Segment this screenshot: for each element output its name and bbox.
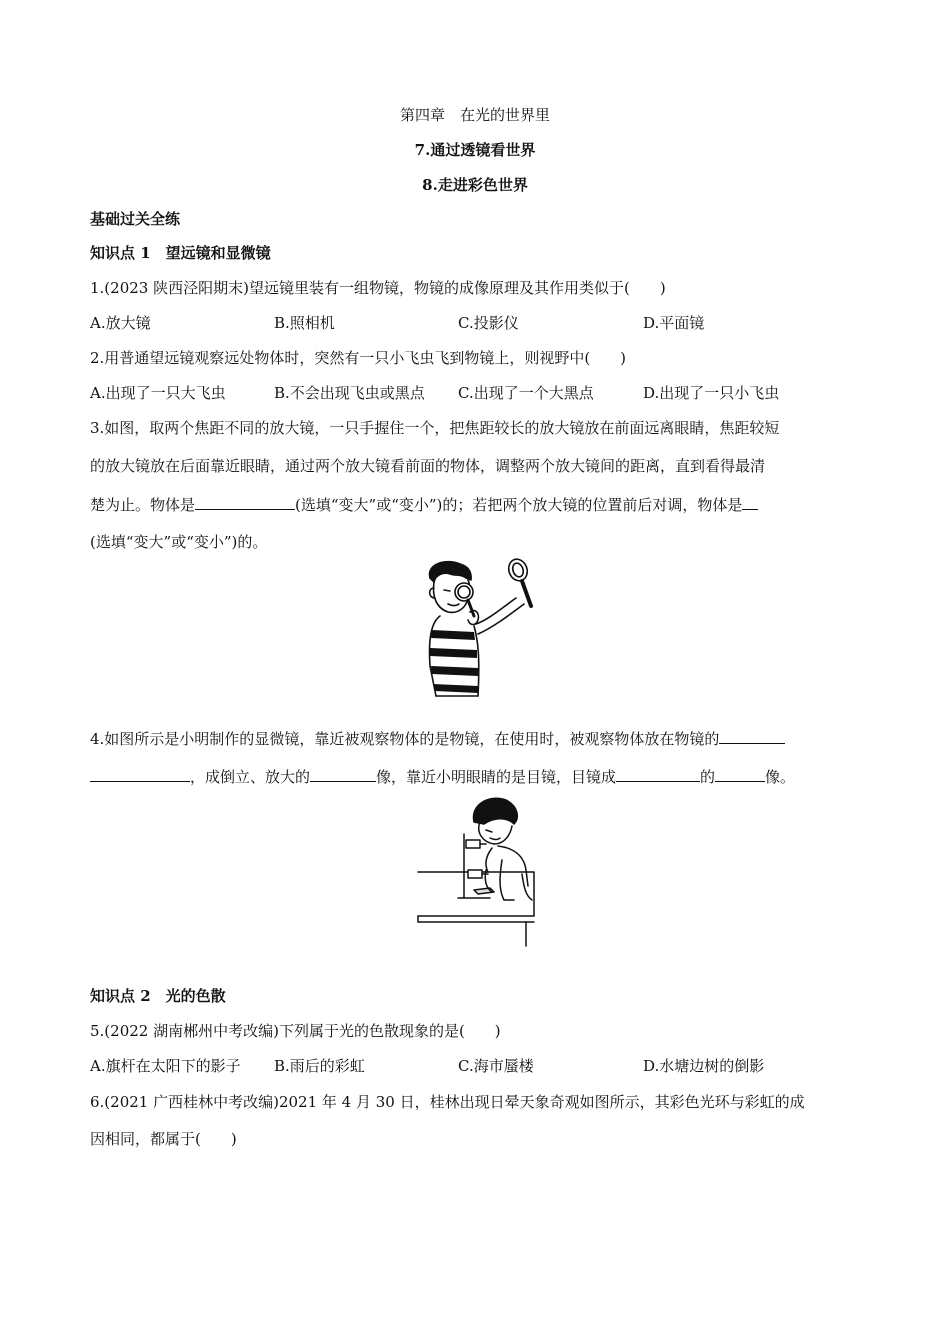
answer-blank[interactable]	[310, 766, 376, 782]
section-title-7: 7.通过透镜看世界	[414, 141, 536, 159]
question-1-text: 1.(2023 陕西泾阳期末)望远镜里装有一组物镜，物镜的成像原理及其作用类似于( )	[90, 279, 666, 297]
option-c: C.出现了一个大黑点	[458, 384, 594, 402]
question-5-text: 5.(2022 湖南郴州中考改编)下列属于光的色散现象的是( )	[90, 1022, 501, 1040]
question-3-line-1: 3.如图，取两个焦距不同的放大镜，一只手握住一个，把焦距较长的放大镜放在前面远离眼睛，焦距较短	[90, 419, 780, 437]
question-3-text-a: 楚为止。物体是	[90, 496, 196, 514]
question-4-text-b: ，成倒立、放大的	[190, 768, 311, 786]
question-3-line-3	[90, 494, 860, 515]
option-d: D.出现了一只小飞虫	[643, 384, 780, 402]
option-b: B.雨后的彩虹	[274, 1057, 365, 1075]
option-d: D.平面镜	[643, 314, 705, 332]
question-4-text-c: 像，靠近小明眼睛的是目镜，目镜成	[376, 768, 617, 786]
boy-with-microscope-figure	[414, 794, 536, 950]
question-4-line-2	[90, 766, 860, 787]
question-6-line-1: 6.(2021 广西桂林中考改编)2021 年 4 月 30 日，桂林出现日晕天象奇观如图所示，其彩色光环与彩虹的成	[90, 1093, 805, 1111]
option-c: C.投影仪	[458, 314, 519, 332]
answer-blank[interactable]	[195, 494, 295, 510]
chapter-title: 第四章 在光的世界里	[399, 106, 550, 124]
option-a: A.出现了一只大飞虫	[90, 384, 226, 402]
question-3-line-2: 的放大镜放在后面靠近眼睛，通过两个放大镜看前面的物体，调整两个放大镜间的距离，直到看得最清	[90, 457, 766, 475]
question-4-text-d: 的	[700, 768, 716, 786]
option-a: A.放大镜	[90, 314, 151, 332]
question-3-line-4: (选填“变大”或“变小”)的。	[90, 533, 268, 551]
question-4-text-a: 4.如图所示是小明制作的显微镜，靠近被观察物体的是物镜，在使用时，被观察物体放在物镜的	[90, 730, 720, 748]
answer-blank[interactable]	[715, 766, 765, 782]
option-a: A.旗杆在太阳下的影子	[90, 1057, 241, 1075]
option-d: D.水塘边树的倒影	[643, 1057, 765, 1075]
question-2-text: 2.用普通望远镜观察远处物体时，突然有一只小飞虫飞到物镜上，则视野中( )	[90, 349, 627, 367]
boy-with-magnifiers-figure	[416, 556, 538, 702]
question-4-text-e: 像。	[765, 768, 796, 786]
answer-blank[interactable]	[90, 766, 190, 782]
option-b: B.照相机	[274, 314, 335, 332]
knowledge-point-2-title: 知识点 2 光的色散	[90, 987, 226, 1005]
question-4-line-1	[90, 728, 860, 749]
knowledge-point-1-title: 知识点 1 望远镜和显微镜	[90, 244, 271, 262]
option-c: C.海市蜃楼	[458, 1057, 534, 1075]
answer-blank[interactable]	[616, 766, 700, 782]
question-3-text-b: (选填“变大”或“变小”)的；若把两个放大镜的位置前后对调，物体是	[295, 496, 743, 514]
section-title-8: 8.走进彩色世界	[422, 176, 528, 194]
answer-blank[interactable]	[719, 728, 785, 744]
question-6-line-2: 因相同，都属于( )	[90, 1130, 237, 1148]
answer-blank[interactable]	[742, 494, 758, 510]
part-title: 基础过关全练	[90, 210, 181, 228]
option-b: B.不会出现飞虫或黑点	[274, 384, 425, 402]
